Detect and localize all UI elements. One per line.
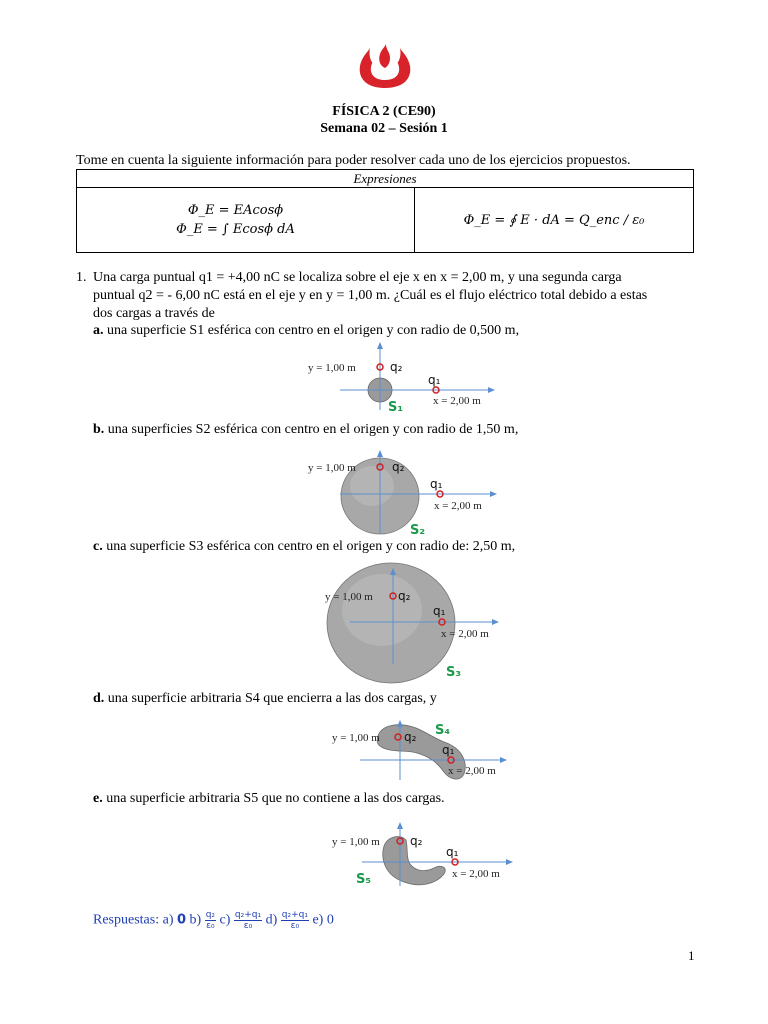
part-c: c. una superficie S3 esférica con centro en el origen y con radio de: 2,50 m,: [93, 539, 516, 554]
intro-text: Tome en cuenta la siguiente información para poder resolver cada uno de los ejercicios propuestos.: [76, 153, 631, 168]
figure-b: [300, 448, 510, 540]
fig-d-y-label: y = 1,00 m: [332, 732, 380, 744]
fig-b-y-label: y = 1,00 m: [308, 462, 356, 474]
fig-a-x-label: x = 2,00 m: [433, 395, 481, 407]
answer-b-fraction: $\frac{\text{q₂}}{\text{ε₀}}$: [205, 910, 216, 931]
figure-d: [320, 718, 520, 786]
answer-c-label: c): [219, 912, 231, 928]
fig-b-x-label: x = 2,00 m: [434, 500, 482, 512]
upc-logo-icon: [356, 44, 414, 90]
formula-flux-integral: Φ_E = ∫ Ecosϕ dA: [176, 222, 295, 237]
fig-e-x-label: x = 2,00 m: [452, 868, 500, 880]
fig-a-q2: q₂: [390, 360, 403, 374]
formula-flux-uniform: Φ_E = EAcosϕ: [187, 203, 284, 218]
part-d: d. una superficie arbitraria S4 que encierra a las dos cargas, y: [93, 691, 437, 706]
fig-a-q1: q₁: [428, 373, 441, 387]
part-b: b. una superficies S2 esférica con centro en el origen y con radio de 1,50 m,: [93, 422, 519, 437]
problem-line-2: puntual q2 = - 6,00 nC está en el eje y en y = 1,00 m. ¿Cuál es el flujo eléctrico total debido a estas: [93, 288, 648, 303]
part-e: e. una superficie arbitraria S5 que no contiene a las dos cargas.: [93, 791, 445, 806]
answer-b-label: b): [189, 912, 202, 928]
fig-c-s3: S₃: [446, 665, 462, 680]
answer-d-fraction: $\frac{\text{q₂+q₁}}{\text{ε₀}}$: [281, 910, 308, 931]
figure-c: [300, 560, 510, 685]
fig-d-q2: q₂: [404, 730, 417, 744]
answer-d-label: d): [265, 912, 278, 928]
answers-line: [93, 910, 334, 931]
fig-d-s4: S₄: [435, 723, 451, 738]
fig-c-x-label: x = 2,00 m: [441, 628, 489, 640]
figure-a: [300, 340, 500, 415]
fig-e-q2: q₂: [410, 834, 423, 848]
expressions-cell-left: [77, 188, 415, 253]
fig-b-s2: S₂: [410, 523, 426, 538]
problem-line-3: dos cargas a través de: [93, 306, 215, 321]
problem-line-1: Una carga puntual q1 = +4,00 nC se localiza sobre el eje x en x = 2,00 m, y una segunda carga: [93, 270, 622, 285]
fig-c-q2: q₂: [398, 589, 411, 603]
fig-b-q1: q₁: [430, 477, 443, 491]
problem-text: [93, 269, 693, 323]
session-title: Semana 02 – Sesión 1: [320, 121, 448, 136]
fig-e-s5: S₅: [356, 872, 372, 887]
formula-gauss-law: Φ_E = ∮ E · dA = Q_enc / ε₀: [463, 212, 645, 228]
fig-e-q1: q₁: [446, 845, 459, 859]
course-title: FÍSICA 2 (CE90): [332, 104, 436, 119]
fig-c-y-label: y = 1,00 m: [325, 591, 373, 603]
answers-prefix: Respuestas: a): [93, 912, 174, 928]
fig-c-q1: q₁: [433, 604, 446, 618]
answer-a: 0: [176, 912, 187, 928]
problem-number: 1.: [76, 270, 87, 285]
fig-b-q2: q₂: [392, 460, 405, 474]
fig-d-x-label: x = 2,00 m: [448, 765, 496, 777]
part-a: a. una superficie S1 esférica con centro en el origen y con radio de 0,500 m,: [93, 323, 520, 338]
expressions-cell-right: [415, 188, 694, 253]
page-number: 1: [688, 948, 695, 963]
fig-a-y-label: y = 1,00 m: [308, 362, 356, 374]
figure-e: [320, 820, 520, 892]
fig-d-q1: q₁: [442, 743, 455, 757]
answer-e: e) 0: [312, 912, 334, 928]
fig-a-s1: S₁: [388, 400, 404, 415]
expressions-header: Expresiones: [77, 170, 694, 188]
answer-c-fraction: $\frac{\text{q₂+q₁}}{\text{ε₀}}$: [234, 910, 262, 931]
fig-e-y-label: y = 1,00 m: [332, 836, 380, 848]
expressions-table: [76, 169, 694, 253]
